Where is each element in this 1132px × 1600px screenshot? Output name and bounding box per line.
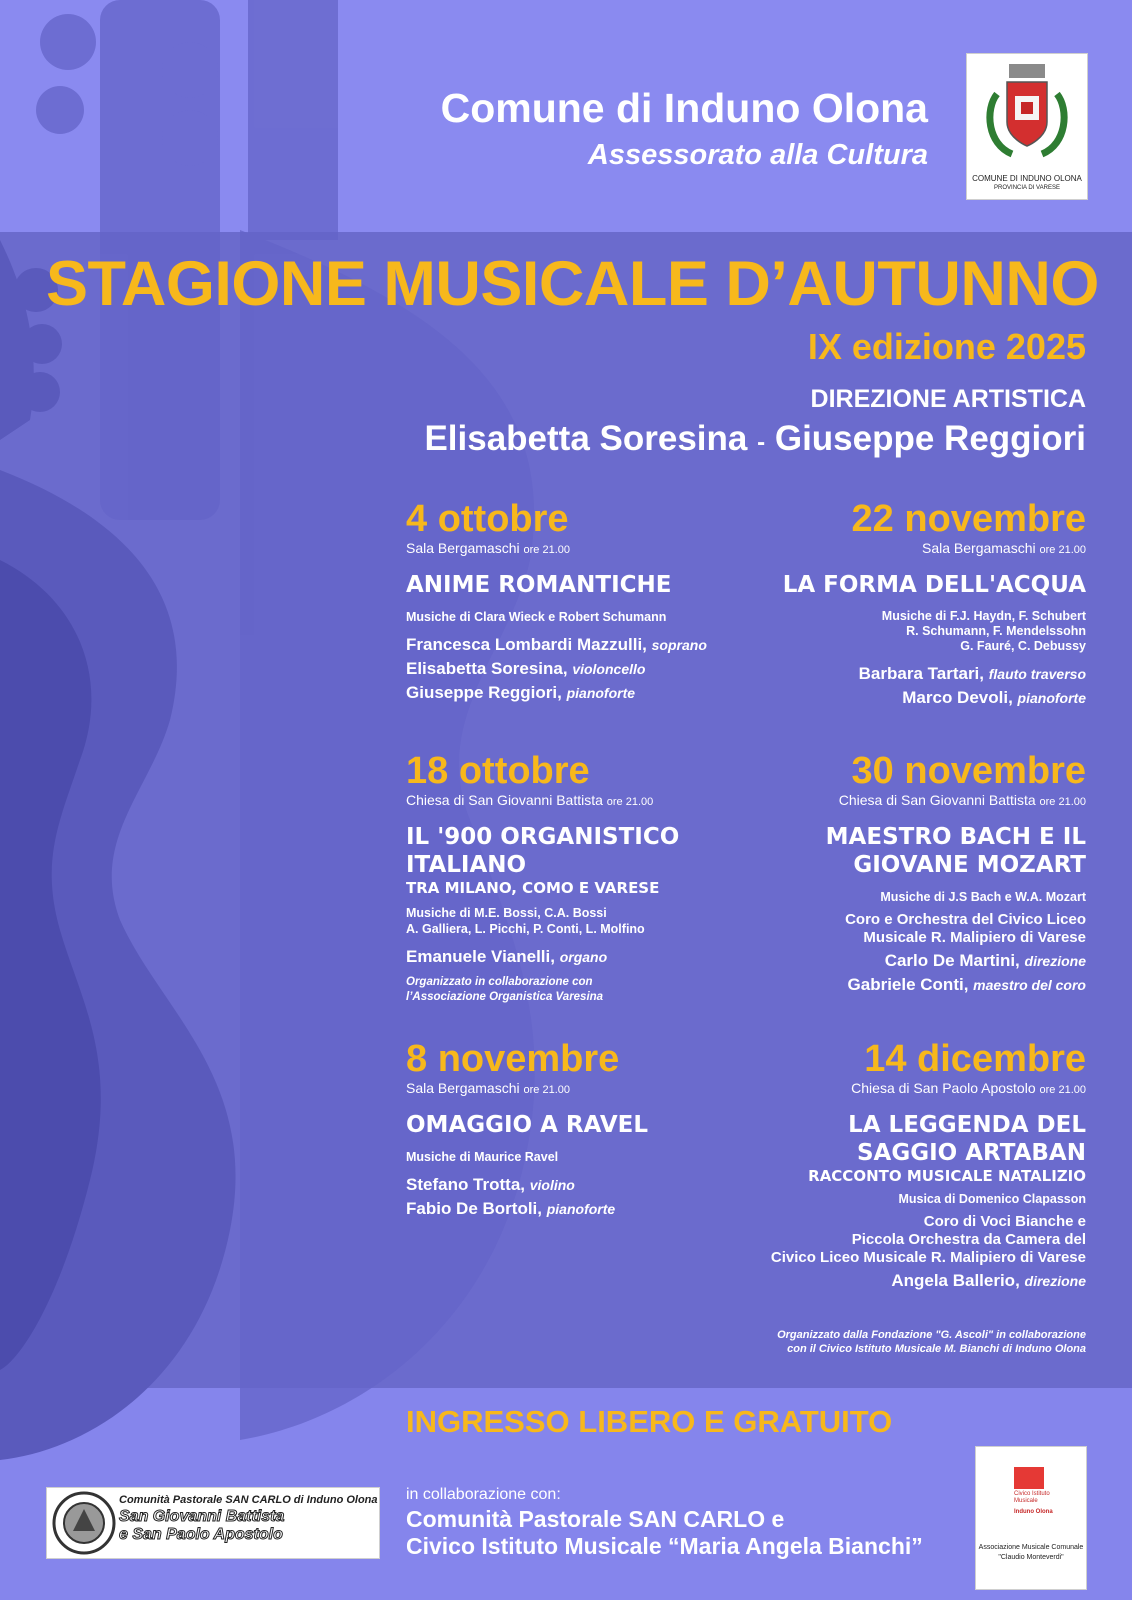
civico-logo-text: Civico Istituto Musicale <box>1014 1491 1050 1504</box>
performer: Marco Devoli, pianoforte <box>902 688 1086 707</box>
event-music: Musiche di Maurice Ravel <box>406 1150 559 1164</box>
civico-logo-sub: Induno Olona <box>1014 1509 1053 1515</box>
event-music: Musiche di J.S Bach e W.A. Mozart <box>880 890 1086 904</box>
event-title: OMAGGIO A RAVEL <box>406 1112 649 1138</box>
crest-icon <box>967 54 1087 174</box>
direction-label: DIREZIONE ARTISTICA <box>810 385 1086 413</box>
assoc-line2: "Claudio Monteverdi" <box>998 1554 1064 1561</box>
director-2: Giuseppe Reggiori <box>774 419 1086 458</box>
event-venue: Sala Bergamaschi ore 21.00 <box>922 540 1086 556</box>
dicembre-note: Organizzato dalla Fondazione "G. Ascoli" in collaborazione con il Civico Istituto Musicale M. Bianchi di Induno Olona <box>777 1329 1086 1355</box>
event-date: 14 dicembre <box>864 1038 1086 1080</box>
event-ensemble: Coro di Voci Bianche e Piccola Orchestra da Camera del Civico Liceo Musicale R. Malipiero di Varese <box>770 1213 1086 1266</box>
event-title: MAESTRO BACH E IL GIOVANE MOZART <box>825 824 1086 878</box>
event-8-novembre <box>406 1038 726 1221</box>
event-music: Musiche di M.E. Bossi, C.A. Bossi A. Galliera, L. Picchi, P. Conti, L. Molfino <box>406 906 645 936</box>
civico-logo-icon <box>1014 1467 1044 1489</box>
event-22-novembre <box>736 498 1086 710</box>
event-note: Organizzato in collaborazione con l’Associazione Organistica Varesina <box>406 976 604 1003</box>
performer: Fabio De Bortoli, pianoforte <box>406 1199 616 1218</box>
assessorato: Assessorato alla Cultura <box>587 139 928 171</box>
event-14-dicembre <box>680 1038 1086 1293</box>
event-18-ottobre <box>406 750 726 1005</box>
event-music: Musica di Domenico Clapasson <box>898 1192 1086 1206</box>
comune-name: Comune di Induno Olona <box>440 85 928 131</box>
event-date: 8 novembre <box>406 1038 620 1080</box>
event-title: ANIME ROMANTICHE <box>406 572 672 598</box>
collab-line2: Civico Istituto Musicale “Maria Angela Bianchi” <box>406 1533 923 1559</box>
performer: Angela Ballerio, direzione <box>891 1271 1086 1290</box>
performer: Barbara Tartari, flauto traverso <box>858 664 1086 683</box>
edition: IX edizione 2025 <box>807 326 1086 367</box>
director-1: Elisabetta Soresina <box>424 419 748 458</box>
performer: Carlo De Martini, direzione <box>884 951 1086 970</box>
ingresso-libero: INGRESSO LIBERO E GRATUITO <box>406 1404 893 1439</box>
event-subtitle: TRA MILANO, COMO E VARESE <box>406 879 660 897</box>
event-venue: Chiesa di San Giovanni Battista ore 21.00 <box>838 792 1086 808</box>
performer: Emanuele Vianelli, organo <box>406 947 608 966</box>
performer: Francesca Lombardi Mazzulli, soprano <box>406 635 707 654</box>
event-date: 4 ottobre <box>406 498 569 540</box>
pastorale-line3: e San Paolo Apostolo <box>119 1526 283 1543</box>
event-venue: Chiesa di San Paolo Apostolo ore 21.00 <box>851 1080 1086 1096</box>
event-music: Musiche di Clara Wieck e Robert Schumann <box>406 610 667 624</box>
pastorale-line2: San Giovanni Battista <box>119 1508 285 1525</box>
event-title: LA LEGGENDA DEL SAGGIO ARTABAN <box>848 1112 1086 1166</box>
event-date: 18 ottobre <box>406 750 590 792</box>
event-title: IL '900 ORGANISTICO ITALIANO <box>406 824 680 878</box>
crest-subcaption: PROVINCIA DI VARESE <box>994 185 1060 191</box>
event-ensemble: Coro e Orchestra del Civico Liceo Musicale R. Malipiero di Varese <box>845 911 1086 946</box>
event-venue: Sala Bergamaschi ore 21.00 <box>406 1080 570 1096</box>
event-4-ottobre <box>406 498 726 705</box>
event-venue: Chiesa di San Giovanni Battista ore 21.00 <box>406 792 654 808</box>
comune-crest-logo <box>966 53 1088 200</box>
assoc-line1: Associazione Musicale Comunale <box>978 1544 1084 1551</box>
crest-caption: COMUNE DI INDUNO OLONA <box>972 174 1082 183</box>
performer: Stefano Trotta, violino <box>406 1175 575 1194</box>
event-date: 22 novembre <box>851 498 1086 540</box>
event-subtitle: RACCONTO MUSICALE NATALIZIO <box>808 1167 1086 1185</box>
collab-line1: Comunità Pastorale SAN CARLO e <box>406 1506 785 1532</box>
event-title: LA FORMA DELL'ACQUA <box>782 572 1086 598</box>
performer: Giuseppe Reggiori, pianoforte <box>406 683 636 702</box>
comunita-pastorale-logo <box>46 1487 380 1559</box>
collab-label: in collaborazione con: <box>406 1486 561 1503</box>
director-separator: - <box>757 429 766 456</box>
pastorale-seal-icon <box>51 1491 117 1555</box>
event-date: 30 novembre <box>851 750 1086 792</box>
event-music: Musiche di F.J. Haydn, F. Schubert R. Schumann, F. Mendelssohn G. Fauré, C. Debussy <box>881 609 1086 653</box>
festival-title: STAGIONE MUSICALE D’AUTUNNO <box>46 249 1099 319</box>
event-venue: Sala Bergamaschi ore 21.00 <box>406 540 570 556</box>
direction-names <box>380 418 1086 464</box>
performer: Elisabetta Soresina, violoncello <box>406 659 646 678</box>
pastorale-line1: Comunità Pastorale SAN CARLO di Induno Olona <box>119 1494 378 1506</box>
performer: Gabriele Conti, maestro del coro <box>847 975 1086 994</box>
event-30-novembre <box>736 750 1086 997</box>
associazione-monteverdi-logo <box>975 1446 1087 1590</box>
